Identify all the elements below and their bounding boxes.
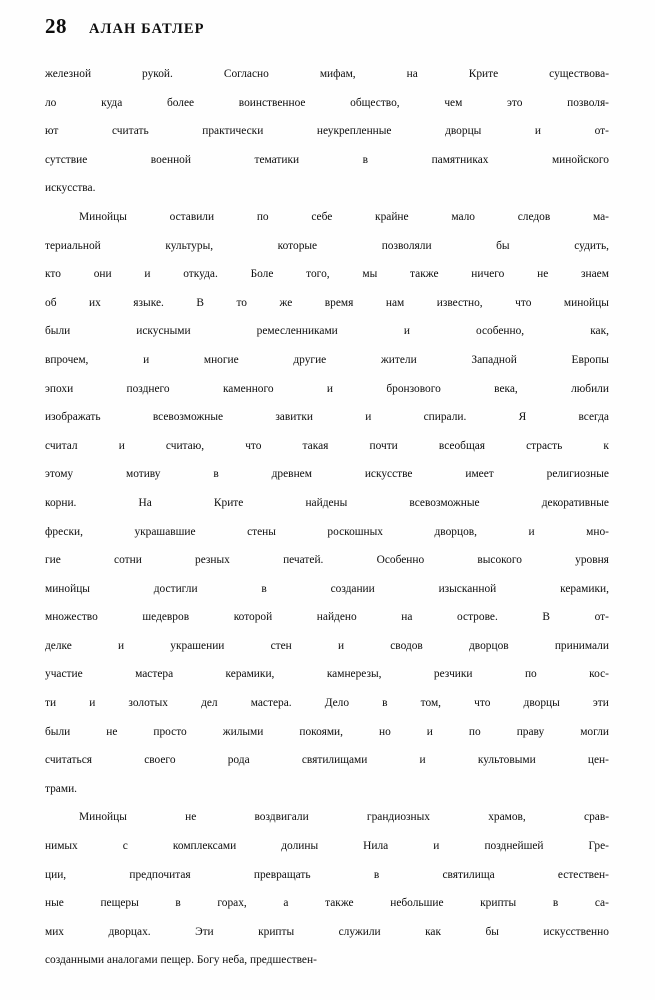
text-line: были не просто жилыми покоями, но и по праву могли xyxy=(45,725,609,738)
text-line: ют считать практически неукрепленные дворцы и от- xyxy=(45,125,609,138)
text-line: мих дворцах. Эти крипты служили как бы искусственно xyxy=(45,925,609,938)
text-line: кто они и откуда. Боле того, мы также ничего не знаем xyxy=(45,268,609,281)
text-line: этому мотиву в древнем искусстве имеет религиозные xyxy=(45,468,609,481)
text-line: сутствие военной тематики в памятниках минойского xyxy=(45,153,609,166)
text-line: были искусными ремесленниками и особенно, как, xyxy=(45,325,609,338)
text-line: эпохи позднего каменного и бронзового века, любили xyxy=(45,382,609,395)
text-line: считаться своего рода святилищами и культовыми цен- xyxy=(45,754,609,767)
text-line: трами. xyxy=(45,782,78,795)
text-line: считал и считаю, что такая почти всеобщая страсть к xyxy=(45,439,609,452)
text-line: ти и золотых дел мастера. Дело в том, что дворцы эти xyxy=(45,697,609,710)
text-line: нимых с комплексами долины Нила и позднейшей Гре- xyxy=(45,840,609,853)
text-line: ции, предпочитая превращать в святилища естествен- xyxy=(45,868,609,881)
text-line: териальной культуры, которые позволяли бы судить, xyxy=(45,239,609,252)
paragraph xyxy=(45,803,609,975)
text-line: Минойцы не воздвигали грандиозных храмов, срав- xyxy=(79,811,609,824)
paragraph xyxy=(45,60,609,203)
text-line: участие мастера керамики, камнерезы, резчики по кос- xyxy=(45,668,609,681)
text-line: минойцы достигли в создании изысканной керамики, xyxy=(45,582,609,595)
text-line: созданными аналогами пещер. Богу неба, предшествен- xyxy=(45,954,317,967)
paragraph xyxy=(45,203,609,803)
text-line: искусства. xyxy=(45,182,96,195)
text-line: железной рукой. Согласно мифам, на Крите существова- xyxy=(45,68,609,80)
page-number: 28 xyxy=(45,14,67,38)
text-line: гие сотни резных печатей. Особенно высокого уровня xyxy=(45,554,609,567)
text-line: изображать всевозможные завитки и спирали. Я всегда xyxy=(45,411,609,424)
text-line: об их языке. В то же время нам известно, что минойцы xyxy=(45,296,609,309)
body-text xyxy=(45,60,609,975)
running-head-author: АЛАН БАТЛЕР xyxy=(89,21,205,37)
running-head xyxy=(45,16,205,37)
text-line: делке и украшении стен и сводов дворцов принимали xyxy=(45,639,609,652)
text-line: ные пещеры в горах, а также небольшие крипты в са- xyxy=(45,897,609,910)
text-line: множество шедевров которой найдено на острове. В от- xyxy=(45,611,609,624)
text-line: корни. На Крите найдены всевозможные декоративные xyxy=(45,496,609,509)
text-line: впрочем, и многие другие жители Западной Европы xyxy=(45,353,609,366)
text-line: Минойцы оставили по себе крайне мало следов ма- xyxy=(79,210,609,223)
text-line: фрески, украшавшие стены роскошных дворцов, и мно- xyxy=(45,525,609,538)
text-line: ло куда более воинственное общество, чем это позволя- xyxy=(45,96,609,109)
